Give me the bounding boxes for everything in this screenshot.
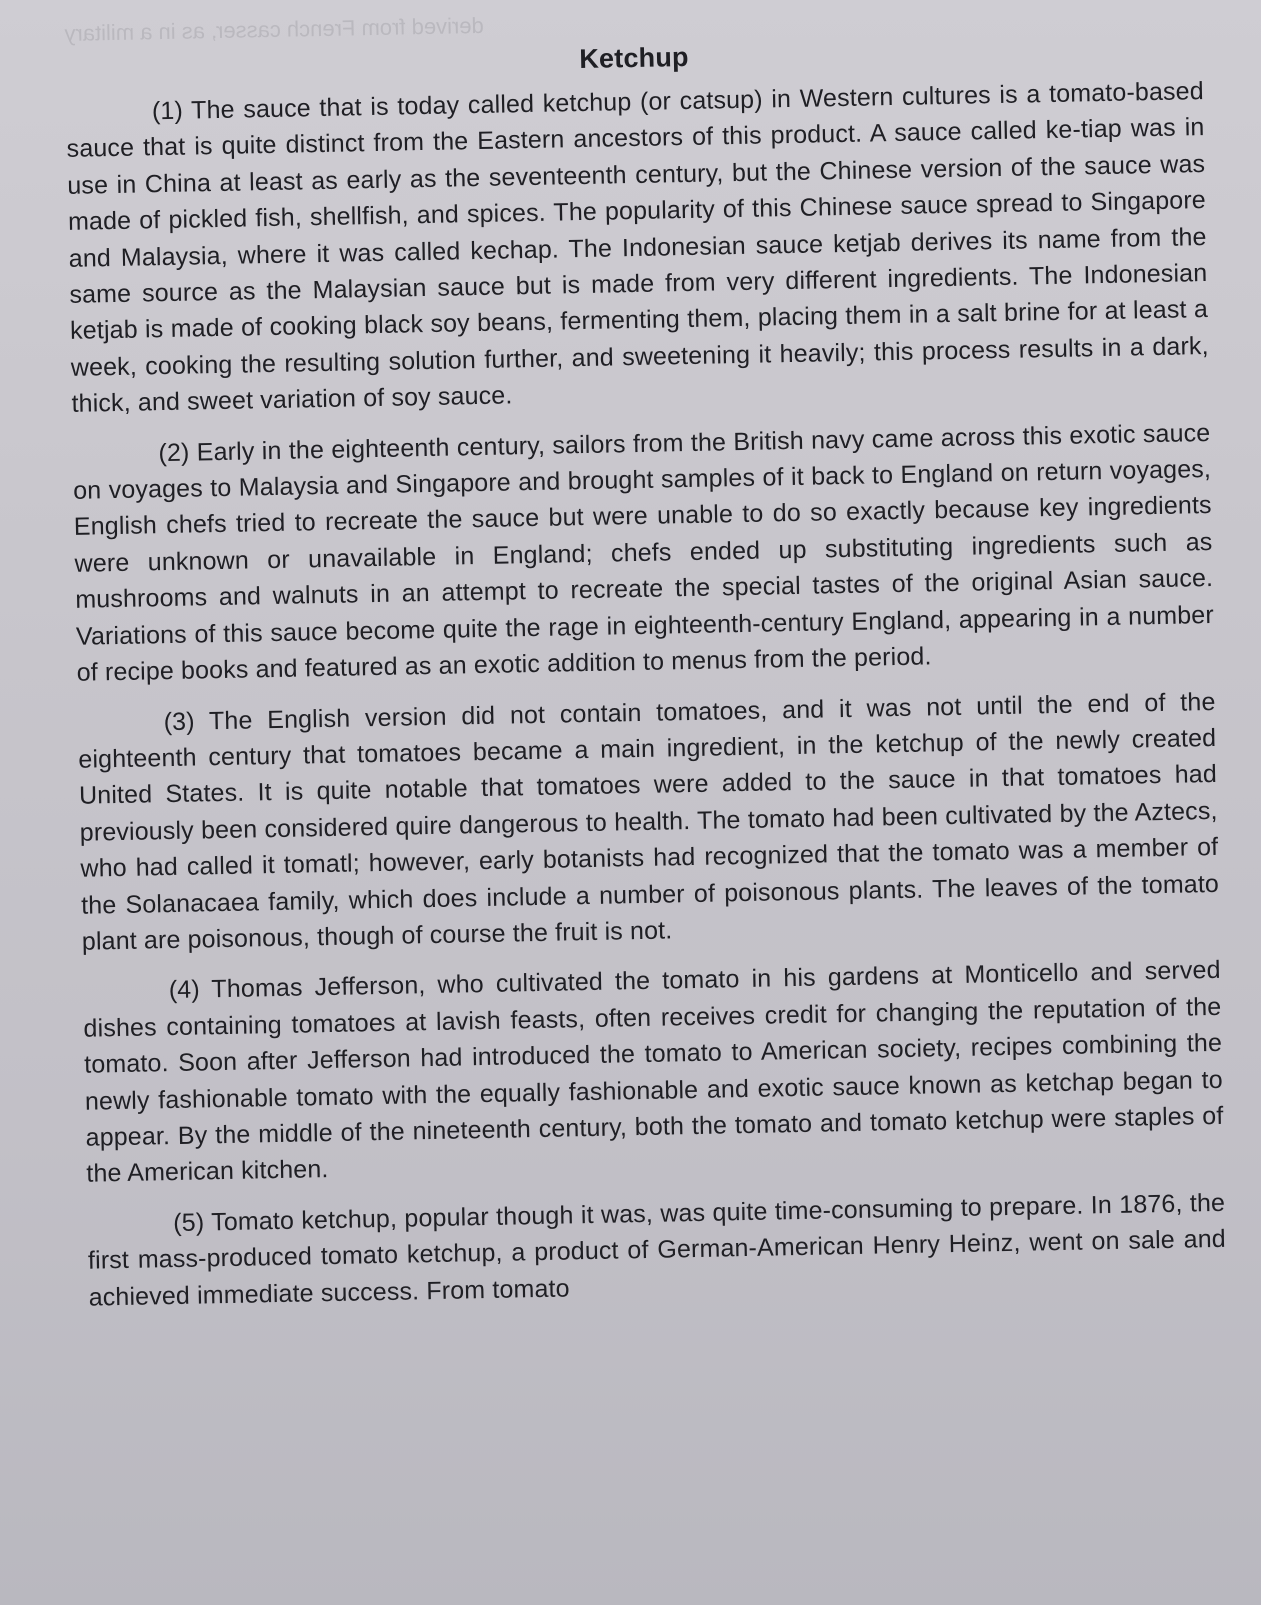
paragraph-2: (2) Early in the eighteenth century, sailors from the British navy came across this exotic sauce on voyages to Malaysia and Singapore and brought samples of it back to England on return voyages, English chefs tried to recreate the sauce but were unable to do so exactly because key ingredients were unknown or unavailable in England; chefs ended up substituting ingredients such as mushrooms and walnuts in an attempt to recreate the special tastes of the original Asian sauce. Variations of this sauce become quite the rage in eighteenth-century England, appearing in a number of recipe books and featured as an exotic addition to menus from the period. bbox=[72, 418, 1215, 687]
paragraph-3: (3) The English version did not contain tomatoes, and it was not until the end of the eighteenth century that tomatoes became a main ingredient, in the ketchup of the newly created United States. It is quite notable that tomatoes were added to the sauce in that tomatoes had previously been considered quire dangerous to health. The tomato had been cultivated by the Aztecs, who had called it tomatl; however, early botanists had recognized that the tomato was a member of the Solanacaea family, which does include a number of poisonous plants. The leaves of the tomato plant are poisonous, though of course the fruit is not. bbox=[78, 687, 1220, 956]
show-through-text: derived from French casser, as in a military bbox=[64, 12, 484, 46]
paragraph-5: (5) Tomato ketchup, popular though it was, was quite time-consuming to prepare. In 1876, the first mass-produced tomato ketchup, a product of German-American Henry Heinz, went on sale and achieved immediate success. From tomato bbox=[87, 1188, 1227, 1312]
document-body bbox=[64, 0, 1227, 1330]
page-title: Ketchup bbox=[579, 41, 689, 75]
paragraph-1: (1) The sauce that is today called ketchup (or catsup) in Western cultures is a tomato-based sauce that is quite distinct from the Eastern ancestors of this product. A sauce called ke-tiap was in use in China at least as early as the seventeenth century, but the Chinese version of the sauce was made of pickled fish, shellfish, and spices. The popularity of this Chinese sauce spread to Singapore and Malaysia, where it was called kechap. The Indonesian sauce ketjab derives its name from the same source as the Malaysian sauce but is made from very different ingredients. The Indonesian ketjab is made of cooking black soy beans, fermenting them, placing them in a salt brine for at least a week, cooking the resulting solution further, and sweetening it heavily; this process results in a dark, thick, and sweet variation of soy sauce. bbox=[66, 77, 1209, 419]
paragraph-4: (4) Thomas Jefferson, who cultivated the tomato in his gardens at Monticello and served dishes containing tomatoes at lavish feasts, often receives credit for changing the reputation of the tomato. Soon after Jefferson had introduced the tomato to American society, recipes combining the newly fashionable tomato with the equally fashionable and exotic sauce known as ketchap began to appear. By the middle of the nineteenth century, both the tomato and tomato ketchup were staples of the American kitchen. bbox=[83, 956, 1224, 1189]
